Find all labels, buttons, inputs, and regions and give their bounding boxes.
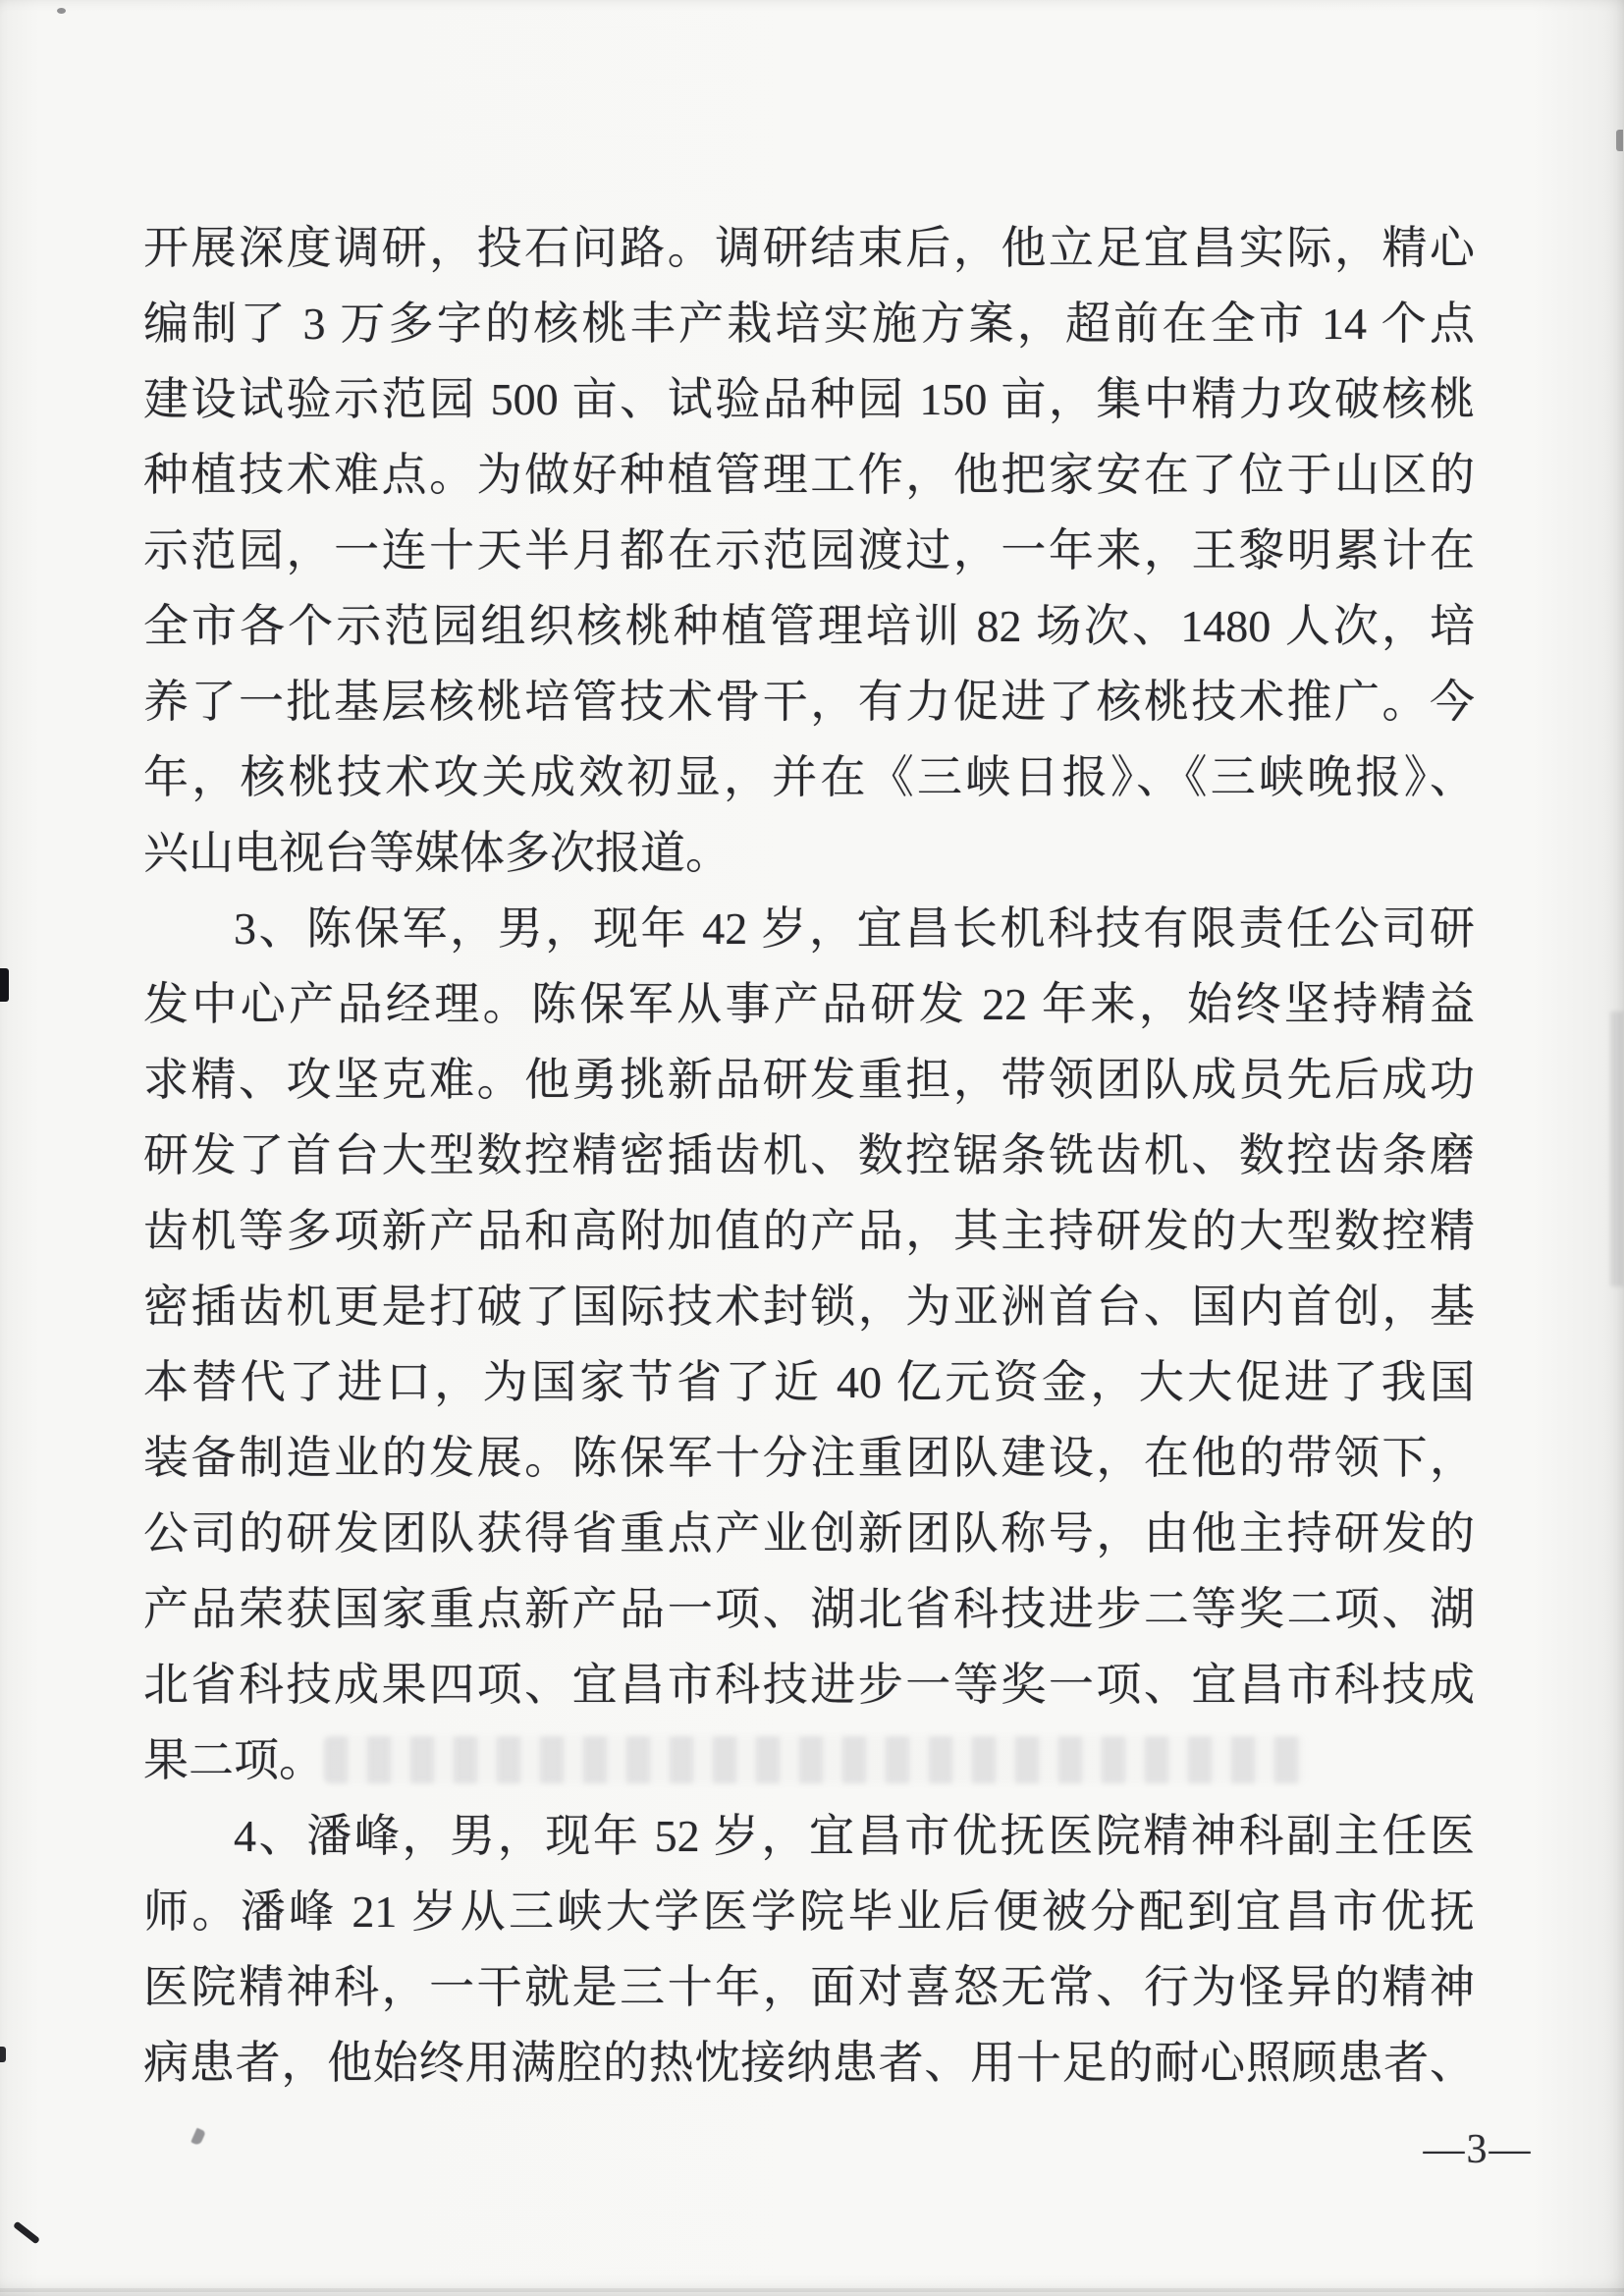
text-line: 编制了 3 万多字的核桃丰产栽培实施方案，超前在全市 14 个点 [143,299,1475,349]
text-line: 种植技术难点。为做好种植管理工作，他把家安在了位于山区的 [143,450,1475,500]
page-number-label: —3— [1423,2127,1533,2172]
text-line: 3、陈保军，男，现年 42 岁，宜昌长机科技有限责任公司研 [234,903,1475,954]
scan-bottom-shadow [0,2288,1624,2292]
scan-streak [1610,1011,1624,1286]
text-line: 病患者，他始终用满腔的热忱接纳患者、用十足的耐心照顾患者、 [143,2038,1475,2088]
text-line: 年，核桃技术攻关成效初显，并在《三峡日报》、《三峡晚报》、 [143,752,1475,802]
scan-edge-mark [0,968,9,1002]
stray-ink-mark [190,2128,206,2147]
scan-corner-mark [13,2221,40,2245]
text-line: 4、潘峰，男，现年 52 岁，宜昌市优抚医院精神科副主任医 [234,1811,1475,1861]
text-line: 医院精神科，一干就是三十年，面对喜怒无常、行为怪异的精神 [143,1962,1475,2012]
text-line: 全市各个示范园组织核桃种植管理培训 82 场次、1480 人次，培 [143,601,1475,651]
text-line: 果二项。 [143,1735,324,1785]
text-line: 密插齿机更是打破了国际技术封锁，为亚洲首台、国内首创，基 [143,1282,1475,1332]
scan-edge-mark [0,2047,6,2062]
text-line: 本替代了进口，为国家节省了近 40 亿元资金，大大促进了我国 [143,1357,1475,1407]
text-line: 装备制造业的发展。陈保军十分注重团队建设，在他的带领下， [143,1433,1475,1483]
text-line: 开展深度调研，投石问路。调研结束后，他立足宜昌实际，精心 [143,223,1475,273]
scan-speck [57,8,66,14]
document-body-text [143,210,1475,2101]
page-number [1394,2123,1561,2176]
text-line: 示范园，一连十天半月都在示范园渡过，一年来，王黎明累计在 [143,525,1475,575]
text-line: 北省科技成果四项、宜昌市科技进步一等奖一项、宜昌市科技成 [143,1660,1475,1710]
text-line: 公司的研发团队获得省重点产业创新团队称号，由他主持研发的 [143,1508,1475,1558]
text-line: 师。潘峰 21 岁从三峡大学医学院毕业后便被分配到宜昌市优抚 [143,1886,1475,1937]
text-line: 建设试验示范园 500 亩、试验品种园 150 亩，集中精力攻破核桃 [143,374,1475,424]
text-line: 求精、攻坚克难。他勇挑新品研发重担，带领团队成员先后成功 [143,1055,1475,1105]
text-line: 兴山电视台等媒体多次报道。 [143,828,731,878]
text-line: 发中心产品经理。陈保军从事产品研发 22 年来，始终坚持精益 [143,979,1475,1029]
scan-speck [1616,130,1623,151]
text-line: 养了一批基层核桃培管技术骨干，有力促进了核桃技术推广。今 [143,677,1475,727]
text-line: 齿机等多项新产品和高附加值的产品，其主持研发的大型数控精 [143,1206,1475,1256]
text-line: 产品荣获国家重点新产品一项、湖北省科技进步二等奖二项、湖 [143,1584,1475,1634]
text-line: 研发了首台大型数控精密插齿机、数控锯条铣齿机、数控齿条磨 [143,1130,1475,1180]
